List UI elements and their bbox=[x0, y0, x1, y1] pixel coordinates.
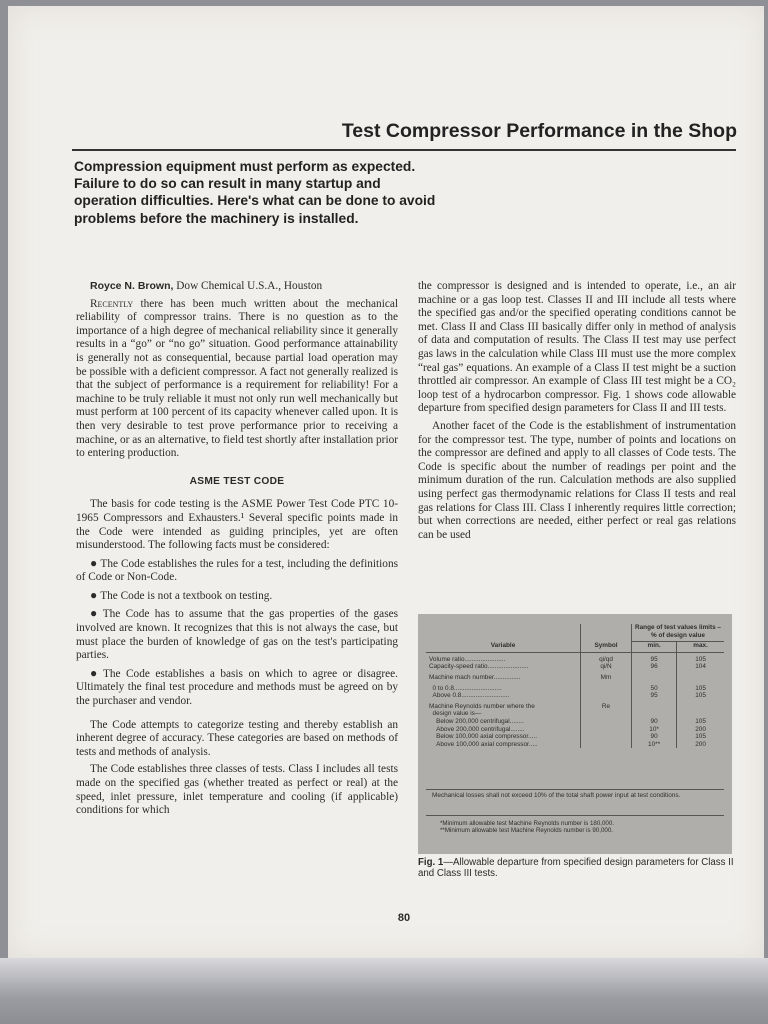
row-symbol: qi/N bbox=[581, 663, 632, 671]
bullet-item: ● The Code has to assume that the gas properties of the gases involved are known. It recognizes that this is not always the case, but must place the burden of knowledge of gas on the test's participating parties. bbox=[76, 606, 399, 662]
row-min: 95 bbox=[632, 692, 677, 700]
bullet-icon: ● bbox=[90, 555, 98, 570]
header-variable: Variable bbox=[426, 642, 581, 653]
byline bbox=[76, 280, 398, 294]
right-paragraph-1: the compressor is designed and is intended to operate, i.e., an air machine or a gas loop test. Classes II and III include all tests where the specified gas and/or the specified operating conditions cannot be met. Class II and Class III basically differ only in method of analysis of data and computation of results. The Class II test may use perfect gas laws in the calculation while Class III must use the more complex “real gas” equations. An example of a Class II test might be a suction throttled air compressor. An example of Class III test might be a CO₂ loop test of a hydrocarbon compressor. Fig. 1 shows code allowable departure from specified design parameters for Class II and III tests. bbox=[418, 280, 736, 415]
right-paragraph-2: Another facet of the Code is the establishment of instrumentation for the compressor test. The type, number of points and locations on the compressor are defined and apply to all classes of Code tests. The Code is specific about the number of readings per point and the minimum duration of the run. Calculation methods are also supplied using perfect gas thermodynamic relations for Class II tests and real gas relations for Class III. Class I inherently requires little correction; but when corrections are needed, either perfect or real gas relations can be used bbox=[418, 419, 736, 541]
intro-text: there has been much written about the mechanical reliability of compressor trains. There is no question as to the importance of a high degree of mechanical reliability since it generally results in a “go” or “no go” situation. Good performance attainability is generally not as consequential, because partial load operation may be possible with a deficient compressor. A fact not generally realized is that the subject of performance is a requirement for reliability! For a machine to be truly reliable it must not only run well mechanically but must perform at 100 percent of its capacity whenever called upon. It is then very desirable to test prove performance prior to receiving a machine, or as an alternative, to field test shortly after installation prior to entering production. bbox=[76, 297, 398, 460]
row-variable: Below 100,000 axial compressor..... bbox=[429, 733, 537, 741]
bullet-icon: ● bbox=[90, 665, 100, 680]
row-max: 105 bbox=[677, 733, 724, 741]
right-column bbox=[418, 280, 736, 546]
title-rule bbox=[72, 149, 736, 151]
row-symbol: Re bbox=[581, 700, 632, 711]
row-symbol bbox=[581, 692, 632, 700]
bullet-icon: ● bbox=[90, 606, 100, 621]
tolerance-table bbox=[426, 624, 724, 748]
row-variable: Below 200,000 centrifugal........ bbox=[429, 717, 524, 725]
table-rule bbox=[426, 789, 724, 790]
classes-paragraph: The Code establishes three classes of tests. Class I includes all tests made on the specified gas (whether treated as perfect or real) at the speed, inlet pressure, inlet temperature and cooling (if applicable) conditions for which bbox=[76, 763, 398, 817]
row-min: 10* bbox=[632, 726, 677, 734]
table-row bbox=[426, 726, 724, 734]
row-min: 50 bbox=[632, 682, 677, 693]
row-max: 104 bbox=[677, 663, 724, 671]
row-min: 95 bbox=[632, 652, 677, 663]
table-rule bbox=[426, 815, 724, 816]
row-variable: Volume ratio....................... bbox=[429, 655, 506, 663]
footnote-1: *Minimum allowable test Machine Reynolds number is 180,000. bbox=[440, 820, 615, 827]
row-min: 90 bbox=[632, 718, 677, 726]
table-row bbox=[426, 700, 724, 711]
caption-label: Fig. 1 bbox=[418, 857, 444, 868]
row-symbol bbox=[581, 718, 632, 726]
row-symbol bbox=[581, 741, 632, 749]
scanner-bed-background bbox=[0, 958, 768, 1024]
row-max: 200 bbox=[677, 726, 724, 734]
row-variable: design value is— bbox=[429, 710, 482, 718]
table-row bbox=[426, 671, 724, 682]
footnote-2: **Minimum allowable test Machine Reynolds number is 90,000. bbox=[440, 827, 613, 835]
row-max: 105 bbox=[677, 692, 724, 700]
bullet-item: ● The Code establishes a basis on which to agree or disagree. Ultimately the final test procedure and methods must be agreed on by the purchaser and vendor. bbox=[76, 665, 399, 708]
table-note: Mechanical losses shall not exceed 10% of the total shaft power input at test conditions. bbox=[432, 792, 681, 799]
table-row bbox=[426, 663, 724, 671]
figure-caption bbox=[418, 857, 736, 879]
author-name: Royce N. Brown, bbox=[90, 280, 174, 292]
row-max: 105 bbox=[677, 718, 724, 726]
row-max bbox=[677, 671, 724, 682]
header-max: max. bbox=[677, 642, 724, 653]
row-symbol bbox=[581, 733, 632, 741]
row-symbol bbox=[581, 682, 632, 693]
range-header: Range of test values limits – % of design value bbox=[632, 624, 725, 642]
bullet-item: ● The Code is not a textbook on testing. bbox=[90, 587, 273, 602]
table-row bbox=[426, 741, 724, 749]
row-variable: 0 to 0.8........................... bbox=[429, 684, 502, 692]
row-symbol: qi/qd bbox=[581, 652, 632, 663]
table-footnotes bbox=[440, 820, 720, 835]
article-title: Test Compressor Performance in the Shop bbox=[341, 120, 737, 142]
figure-1-table bbox=[418, 614, 732, 854]
row-max bbox=[677, 700, 724, 711]
header-symbol: Symbol bbox=[581, 642, 632, 653]
table-row bbox=[426, 718, 724, 726]
table-row bbox=[426, 692, 724, 700]
table-row bbox=[426, 710, 724, 718]
row-min bbox=[632, 671, 677, 682]
section-heading: ASME TEST CODE bbox=[189, 475, 285, 487]
row-min: 90 bbox=[632, 733, 677, 741]
asme-paragraph: The basis for code testing is the ASME Power Test Code PTC 10-1965 Compressors and Exhausters.¹ Several specific points made in the Code were intended as guiding principles, yet are often misunderstood. The following facts must be considered: bbox=[76, 498, 398, 552]
table-row bbox=[426, 652, 724, 663]
author-affiliation: Dow Chemical U.S.A., Houston bbox=[173, 280, 323, 292]
article-deck: Compression equipment must perform as expected. Failure to do so can result in many startup and operation difficulties. Here's what can be done to avoid problems before the machinery is installed. bbox=[74, 159, 436, 226]
row-max: 200 bbox=[677, 741, 724, 749]
bullet-item: ● The Code establishes the rules for a test, including the definitions of Code or Non-Code. bbox=[76, 555, 398, 584]
row-min bbox=[632, 700, 677, 711]
header-min: min. bbox=[632, 642, 677, 653]
row-variable: Above 0.8........................... bbox=[429, 692, 510, 700]
caption-text: —Allowable departure from specified design parameters for Class II and Class III tests. bbox=[418, 857, 734, 879]
bullet-icon: ● bbox=[90, 587, 98, 602]
row-min: 10** bbox=[632, 741, 677, 749]
row-symbol: Mm bbox=[581, 671, 632, 682]
row-variable: Capacity-speed ratio....................... bbox=[429, 663, 529, 671]
row-symbol bbox=[581, 726, 632, 734]
row-max bbox=[677, 710, 724, 718]
row-variable: Above 100,000 axial compressor..... bbox=[429, 740, 538, 748]
row-max: 105 bbox=[677, 682, 724, 693]
row-variable: Machine mach number............... bbox=[429, 673, 521, 681]
table-row bbox=[426, 682, 724, 693]
row-variable: Machine Reynolds number where the bbox=[429, 702, 535, 710]
categorize-paragraph: The Code attempts to categorize testing and thereby establish an inherent degree of accuracy. These categories are based on methods of tests and methods of analysis. bbox=[76, 718, 398, 758]
table-row bbox=[426, 733, 724, 741]
left-column bbox=[76, 280, 398, 822]
row-min bbox=[632, 710, 677, 718]
page-number: 80 bbox=[397, 912, 411, 924]
row-min: 96 bbox=[632, 663, 677, 671]
intro-paragraph bbox=[76, 298, 398, 461]
row-max: 105 bbox=[677, 652, 724, 663]
row-symbol bbox=[581, 710, 632, 718]
row-variable: Above 200,000 centrifugal........ bbox=[429, 725, 525, 733]
intro-leadin: Recently bbox=[90, 297, 134, 310]
